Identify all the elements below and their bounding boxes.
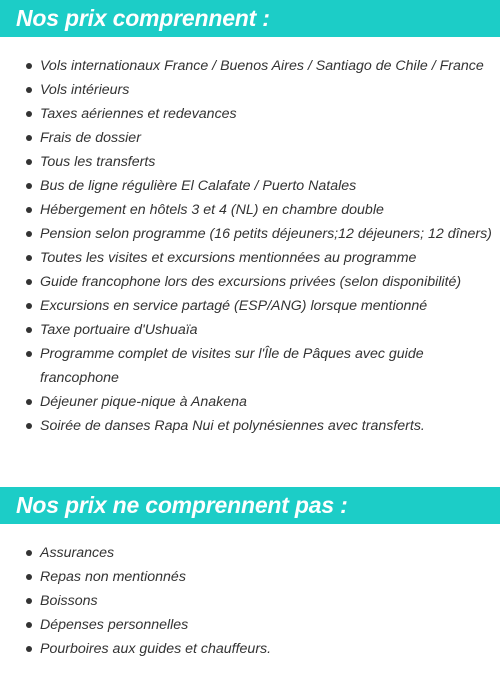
bullet-icon [26, 646, 32, 652]
included-banner [0, 0, 500, 37]
bullet-icon [26, 622, 32, 628]
bullet-icon [26, 207, 32, 213]
bullet-icon [26, 159, 32, 165]
bullet-icon [26, 255, 32, 261]
list-item-text: Frais de dossier [40, 130, 141, 146]
list-item-text: Repas non mentionnés [40, 569, 186, 585]
list-item-text: Hébergement en hôtels 3 et 4 (NL) en chambre double [40, 202, 384, 218]
included-list [0, 54, 500, 438]
list-item [0, 222, 500, 246]
list-item [0, 541, 500, 565]
list-item-text: Pension selon programme (16 petits déjeuners;12 déjeuners; 12 dîners) [40, 226, 492, 242]
list-item [0, 246, 500, 270]
list-item-text: Pourboires aux guides et chauffeurs. [40, 641, 272, 657]
list-item [0, 78, 500, 102]
list-item-text: Boissons [40, 593, 98, 609]
list-item-text: Assurances [40, 545, 115, 561]
bullet-icon [26, 231, 32, 237]
bullet-icon [26, 598, 32, 604]
bullet-icon [26, 63, 32, 69]
bullet-icon [26, 327, 32, 333]
included-title: Nos prix comprennent : [16, 5, 270, 31]
list-item-text: Excursions en service partagé (ESP/ANG) lorsque mentionné [40, 298, 428, 314]
list-item [0, 54, 500, 78]
list-item [0, 565, 500, 589]
bullet-icon [26, 303, 32, 309]
excluded-title: Nos prix ne comprennent pas : [16, 492, 348, 518]
list-item [0, 198, 500, 222]
bullet-icon [26, 183, 32, 189]
list-item [0, 342, 500, 390]
list-item-text: Taxe portuaire d'Ushuaïa [40, 322, 198, 338]
excluded-section [0, 487, 500, 657]
list-item [0, 613, 500, 637]
bullet-icon [26, 111, 32, 117]
list-item-text: Toutes les visites et excursions mentionnées au programme [40, 250, 417, 266]
excluded-list [0, 541, 500, 661]
excluded-banner [0, 487, 500, 524]
list-item [0, 270, 500, 294]
list-item-text: Vols internationaux France / Buenos Aires / Santiago de Chile / France [40, 58, 484, 74]
list-item [0, 150, 500, 174]
list-item-text: Programme complet de visites sur l'Île de Pâques avec guide francophone [40, 346, 424, 386]
list-item [0, 174, 500, 198]
list-item-text: Déjeuner pique-nique à Anakena [40, 394, 247, 410]
bullet-icon [26, 279, 32, 285]
list-item [0, 390, 500, 414]
list-item [0, 102, 500, 126]
list-item [0, 414, 500, 438]
bullet-icon [26, 423, 32, 429]
bullet-icon [26, 399, 32, 405]
list-item-text: Tous les transferts [40, 154, 156, 170]
list-item-text: Bus de ligne régulière El Calafate / Puerto Natales [40, 178, 357, 194]
list-item-text: Dépenses personnelles [40, 617, 189, 633]
bullet-icon [26, 351, 32, 357]
bullet-icon [26, 574, 32, 580]
list-item [0, 589, 500, 613]
list-item-text: Guide francophone lors des excursions privées (selon disponibilité) [40, 274, 462, 290]
bullet-icon [26, 135, 32, 141]
list-item-text: Soirée de danses Rapa Nui et polynésiennes avec transferts. [40, 418, 425, 434]
bullet-icon [26, 550, 32, 556]
list-item-text: Vols intérieurs [40, 82, 130, 98]
list-item [0, 126, 500, 150]
list-item [0, 637, 500, 661]
list-item [0, 294, 500, 318]
bullet-icon [26, 87, 32, 93]
list-item-text: Taxes aériennes et redevances [40, 106, 237, 122]
list-item [0, 318, 500, 342]
